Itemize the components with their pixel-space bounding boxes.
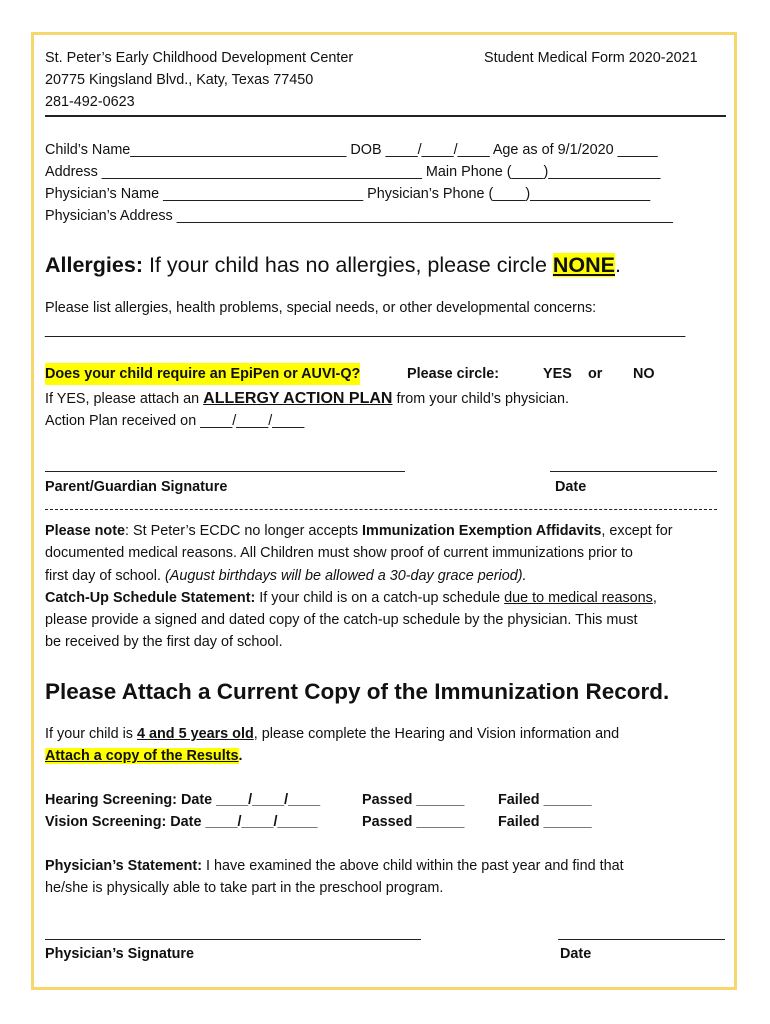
note-line-3: first day of school. (August birthdays will be allowed a 30-day grace period). [45,568,527,584]
physician-statement-line-1: Physician’s Statement: I have examined the above child within the past year and find that [45,858,624,874]
no-option[interactable]: NO [633,366,655,382]
yes-option[interactable]: YES [543,366,572,382]
physician-signature-label: Physician’s Signature [45,946,195,962]
address-field[interactable]: Address ________________________________________ Main Phone (____)______________ [45,164,661,180]
note-line-1: Please note: St Peter’s ECDC no longer accepts Immunization Exemption Affidavits, except for [45,523,673,539]
catchup-line-2: please provide a signed and dated copy of the catch-up schedule by the physician. This must [45,612,638,628]
hearing-passed-field[interactable]: Passed ______ [362,792,465,808]
vision-passed-field[interactable]: Passed ______ [362,814,465,830]
physician-signature-line[interactable] [45,939,421,940]
immunization-line-1: If your child is 4 and 5 years old, please complete the Hearing and Vision information and [45,726,620,742]
parent-date-line[interactable] [550,471,717,472]
org-phone: 281-492-0623 [45,94,135,110]
physician-name-field[interactable]: Physician’s Name _________________________ Physician’s Phone (____)_______________ [45,186,651,202]
please-circle-label: Please circle: [407,366,500,382]
allergies-prompt: Please list allergies, health problems, special needs, or other developmental concerns: [45,300,597,316]
section-divider [45,509,717,510]
hearing-failed-field[interactable]: Failed ______ [498,792,592,808]
none-option[interactable]: NONE [552,253,616,277]
physician-date-line[interactable] [558,939,725,940]
physician-statement-line-2: he/she is physically able to take part in the preschool program. [45,880,444,896]
immunization-line-2: Attach a copy of the Results. [45,748,243,764]
catchup-line-3: be received by the first day of school. [45,634,283,650]
or-label: or [588,366,603,382]
parent-signature-label: Parent/Guardian Signature [45,479,228,495]
action-plan-received-field[interactable]: Action Plan received on ____/____/____ [45,413,305,429]
vision-screening-field[interactable]: Vision Screening: Date ____/____/_____ [45,814,318,830]
attach-plan-text: If YES, please attach an ALLERGY ACTION PLAN from your child’s physician. [45,390,569,407]
parent-signature-line[interactable] [45,471,405,472]
hearing-screening-field[interactable]: Hearing Screening: Date ____/____/____ [45,792,321,808]
allergies-list-field[interactable]: ________________________________________________________________________________ [45,322,686,338]
header-divider [45,115,726,117]
physician-address-field[interactable]: Physician’s Address ______________________________________________________________ [45,208,673,224]
parent-date-label: Date [555,479,587,495]
note-line-2: documented medical reasons. All Children must show proof of current immunizations prior to [45,545,633,561]
vision-failed-field[interactable]: Failed ______ [498,814,592,830]
catchup-line-1: Catch-Up Schedule Statement: If your child is on a catch-up schedule due to medical reasons, [45,590,657,606]
allergies-heading: Allergies: If your child has no allergies, please circle NONE. [45,253,621,277]
epipen-question: Does your child require an EpiPen or AUVI-Q? [45,363,360,385]
immunization-heading: Please Attach a Current Copy of the Immunization Record. [45,679,670,704]
child-name-field[interactable]: Child’s Name___________________________ DOB ____/____/____ Age as of 9/1/2020 _____ [45,142,658,158]
org-name: St. Peter’s Early Childhood Development Center [45,50,354,66]
org-address: 20775 Kingsland Blvd., Katy, Texas 77450 [45,72,314,88]
physician-date-label: Date [560,946,592,962]
form-title: Student Medical Form 2020-2021 [484,50,698,66]
